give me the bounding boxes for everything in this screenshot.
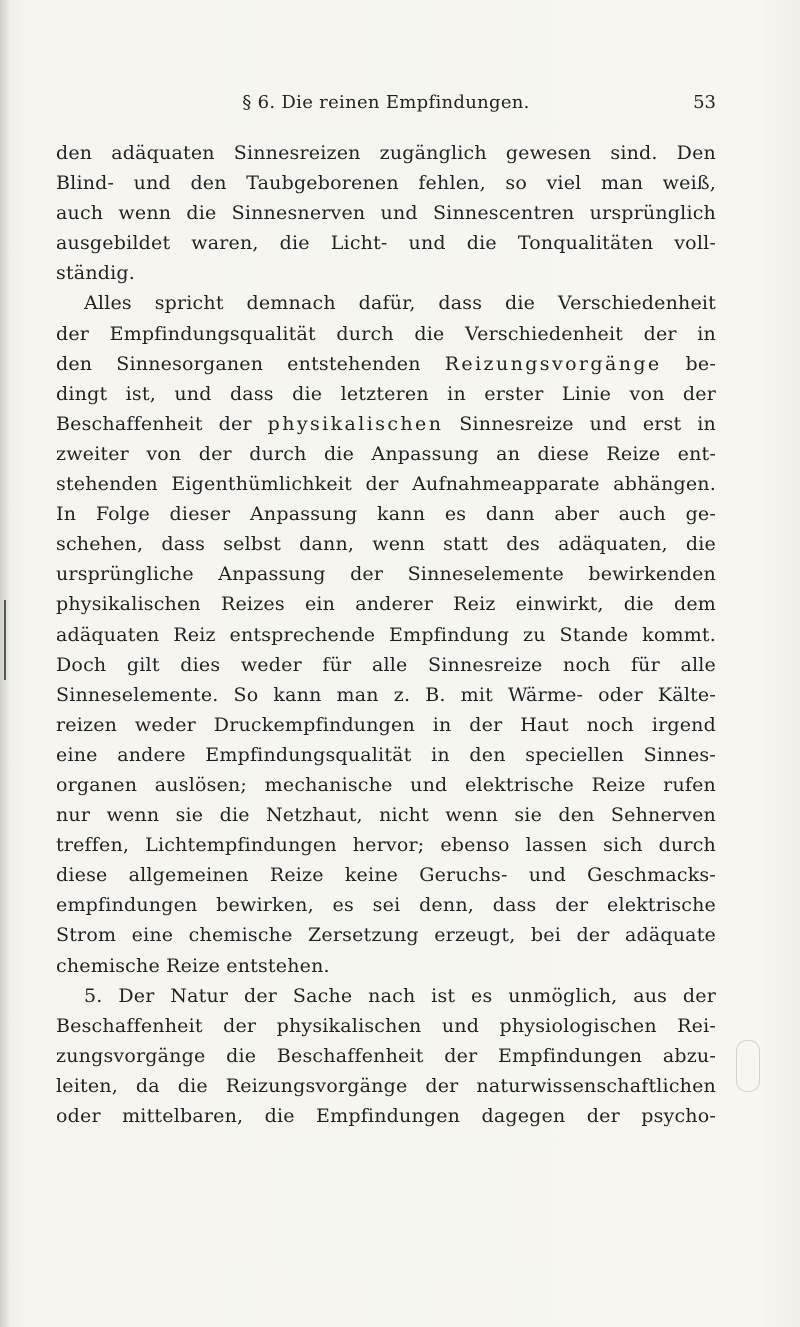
- text-line: zungsvorgänge die Beschaffenheit der Empfindungen abzu-: [56, 1044, 716, 1067]
- text-segment: Beschaffenheit der: [56, 412, 268, 435]
- margin-mark: [4, 600, 6, 680]
- text-segment: Sinnesreize und erst in: [443, 412, 716, 435]
- text-segment: den Sinnesorganen entstehenden: [56, 352, 445, 375]
- emphasized-term: Reizungsvorgänge: [444, 352, 662, 375]
- page-smudge: [736, 1040, 760, 1092]
- text-line: 5. Der Natur der Sache nach ist es unmöglich, aus der: [84, 984, 716, 1007]
- running-head: § 6. Die reinen Empfindungen.: [242, 92, 530, 113]
- text-line: stehenden Eigenthümlichkeit der Aufnahmeapparate abhängen.: [56, 473, 716, 496]
- text-line: Doch gilt dies weder für alle Sinnesreize noch für alle: [56, 653, 716, 676]
- text-line: leiten, da die Reizungsvorgänge der naturwissenschaftlichen: [56, 1074, 716, 1097]
- text-line: eine andere Empfindungsqualität in den speciellen Sinnes-: [56, 743, 716, 766]
- text-line: den adäquaten Sinnesreizen zugänglich gewesen sind. Den: [56, 142, 716, 164]
- text-line: zweiter von der durch die Anpassung an diese Reize ent-: [56, 442, 716, 465]
- text-line: organen auslösen; mechanische und elektrische Reize rufen: [56, 773, 716, 796]
- text-line: chemische Reize entstehen.: [56, 954, 330, 977]
- text-line: nur wenn sie die Netzhaut, nicht wenn sie den Sehnerven: [56, 804, 716, 827]
- text-line: ursprüngliche Anpassung der Sinneselemente bewirkenden: [56, 563, 716, 586]
- page-header: [56, 92, 716, 122]
- text-line: In Folge dieser Anpassung kann es dann aber auch ge-: [56, 503, 716, 526]
- text-line: [56, 409, 716, 439]
- body-text: [56, 138, 716, 1131]
- text-line: Sinneselemente. So kann man z. B. mit Wärme- oder Kälte-: [56, 683, 716, 706]
- text-line: adäquaten Reiz entsprechende Empfindung zu Stande kommt.: [56, 623, 716, 646]
- text-line: [56, 349, 716, 379]
- text-line: der Empfindungsqualität durch die Verschiedenheit der in: [56, 322, 716, 345]
- text-line: Strom eine chemische Zersetzung erzeugt, bei der adäquate: [56, 924, 716, 947]
- text-line: empfindungen bewirken, es sei denn, dass der elektrische: [56, 894, 716, 917]
- text-line: diese allgemeinen Reize keine Geruchs- und Geschmacks-: [56, 864, 716, 887]
- text-line: dingt ist, und dass die letzteren in erster Linie von der: [56, 382, 716, 405]
- text-line: oder mittelbaren, die Empfindungen dagegen der psycho-: [56, 1105, 716, 1127]
- text-line: physikalischen Reizes ein anderer Reiz einwirkt, die dem: [56, 593, 716, 616]
- page-number: 53: [693, 92, 716, 113]
- text-segment: be-: [661, 352, 716, 375]
- text-line: treffen, Lichtempfindungen hervor; ebenso lassen sich durch: [56, 834, 716, 857]
- text-line: Alles spricht demnach dafür, dass die Verschiedenheit: [84, 292, 716, 315]
- emphasized-term: physikalischen: [267, 412, 444, 435]
- text-line: ständig.: [56, 262, 135, 285]
- text-line: reizen weder Druckempfindungen in der Haut noch irgend: [56, 713, 716, 736]
- text-line: auch wenn die Sinnesnerven und Sinnescentren ursprünglich: [56, 202, 716, 225]
- text-line: Blind- und den Taubgeborenen fehlen, so viel man weiß,: [56, 172, 716, 195]
- text-line: ausgebildet waren, die Licht- und die Tonqualitäten voll-: [56, 232, 716, 255]
- text-line: Beschaffenheit der physikalischen und physiologischen Rei-: [56, 1014, 716, 1037]
- text-line: schehen, dass selbst dann, wenn statt des adäquaten, die: [56, 533, 716, 556]
